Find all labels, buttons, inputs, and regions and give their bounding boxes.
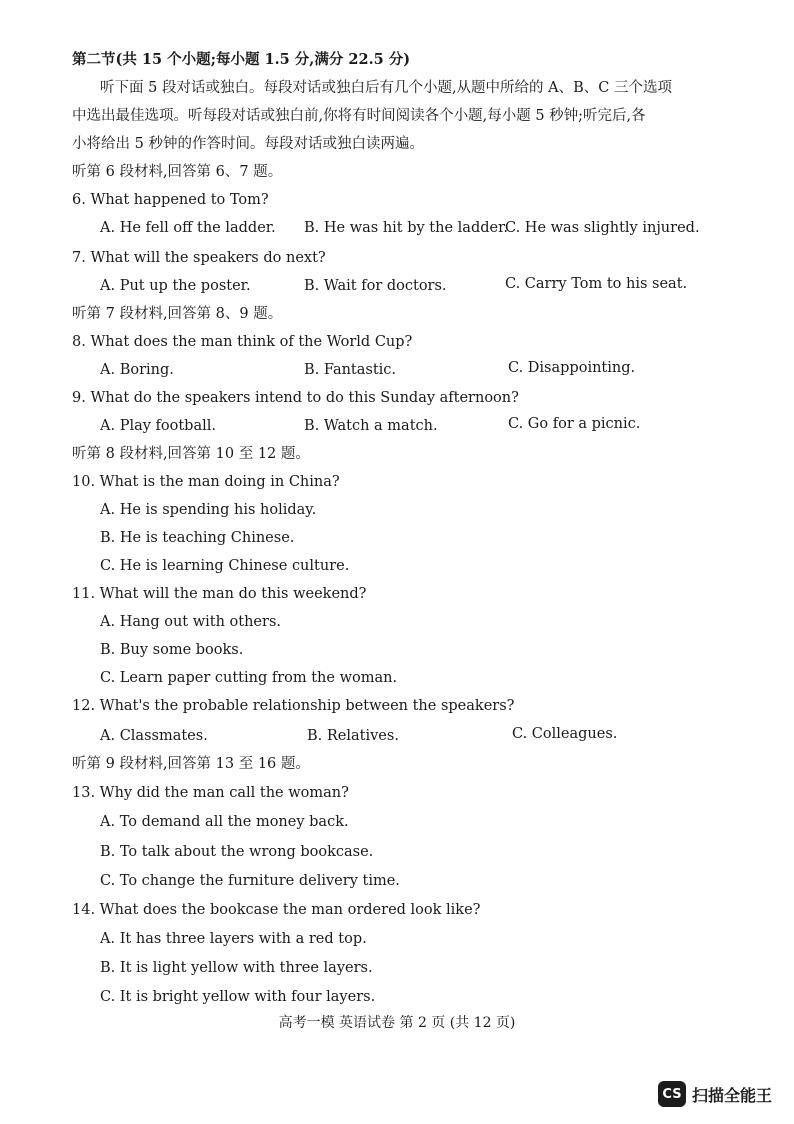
question-stem: 11. What will the man do this weekend? [72,586,367,602]
option-a: A. To demand all the money back. [100,814,349,830]
scanner-app-name: 扫描全能王 [692,1085,773,1105]
question-stem: 12. What's the probable relationship between the speakers? [72,698,515,714]
option-a: A. Boring. [100,362,174,378]
section-title: 第二节(共 15 个小题;每小题 1.5 分,满分 22.5 分) [72,51,411,68]
option-c: C. Disappointing. [508,360,636,376]
instructions-line-3: 小将给出 5 秒钟的作答时间。每段对话或独白读两遍。 [72,136,424,152]
group-heading-9: 听第 9 段材料,回答第 13 至 16 题。 [72,756,310,772]
cs-logo-icon: CS [658,1081,686,1107]
option-a: A. He fell off the ladder. [100,220,276,236]
option-b: B. He was hit by the ladder. [304,220,509,236]
question-stem: 10. What is the man doing in China? [72,474,340,490]
option-a: A. It has three layers with a red top. [100,931,367,947]
option-c: C. Go for a picnic. [508,416,641,432]
option-c: C. He is learning Chinese culture. [100,558,350,574]
option-c: C. Colleagues. [512,726,618,742]
question-stem: 6. What happened to Tom? [72,192,269,208]
option-c: C. Learn paper cutting from the woman. [100,670,398,686]
option-a: A. Classmates. [100,728,208,744]
option-a: A. He is spending his holiday. [100,502,317,518]
option-b: B. It is light yellow with three layers. [100,960,373,976]
question-stem: 8. What does the man think of the World Cup? [72,334,413,350]
option-c: C. To change the furniture delivery time. [100,873,400,889]
question-stem: 13. Why did the man call the woman? [72,785,349,801]
question-stem: 14. What does the bookcase the man ordered look like? [72,902,481,918]
option-b: B. Wait for doctors. [304,278,447,294]
option-b: B. He is teaching Chinese. [100,530,295,546]
group-heading-8: 听第 8 段材料,回答第 10 至 12 题。 [72,446,310,462]
option-b: B. To talk about the wrong bookcase. [100,844,374,860]
group-heading-7: 听第 7 段材料,回答第 8、9 题。 [72,306,283,322]
instructions-line-1: 听下面 5 段对话或独白。每段对话或独白后有几个小题,从题中所给的 A、B、C 三个选项 [100,80,672,96]
option-c: C. It is bright yellow with four layers. [100,989,376,1005]
instructions-line-2: 中选出最佳选项。听每段对话或独白前,你将有时间阅读各个小题,每小题 5 秒钟;听完后,各 [72,108,646,124]
question-stem: 9. What do the speakers intend to do this Sunday afternoon? [72,390,519,406]
option-a: A. Play football. [100,418,216,434]
scanner-watermark [658,1080,772,1108]
option-b: B. Relatives. [307,728,399,744]
option-b: B. Buy some books. [100,642,244,658]
option-a: A. Put up the poster. [100,278,251,294]
option-c: C. Carry Tom to his seat. [505,276,688,292]
option-c: C. He was slightly injured. [505,220,700,236]
page-footer: 高考一模 英语试卷 第 2 页 (共 12 页) [278,1015,516,1031]
option-b: B. Fantastic. [304,362,397,378]
group-heading-6: 听第 6 段材料,回答第 6、7 题。 [72,164,283,180]
option-a: A. Hang out with others. [100,614,281,630]
option-b: B. Watch a match. [304,418,438,434]
question-stem: 7. What will the speakers do next? [72,250,326,266]
